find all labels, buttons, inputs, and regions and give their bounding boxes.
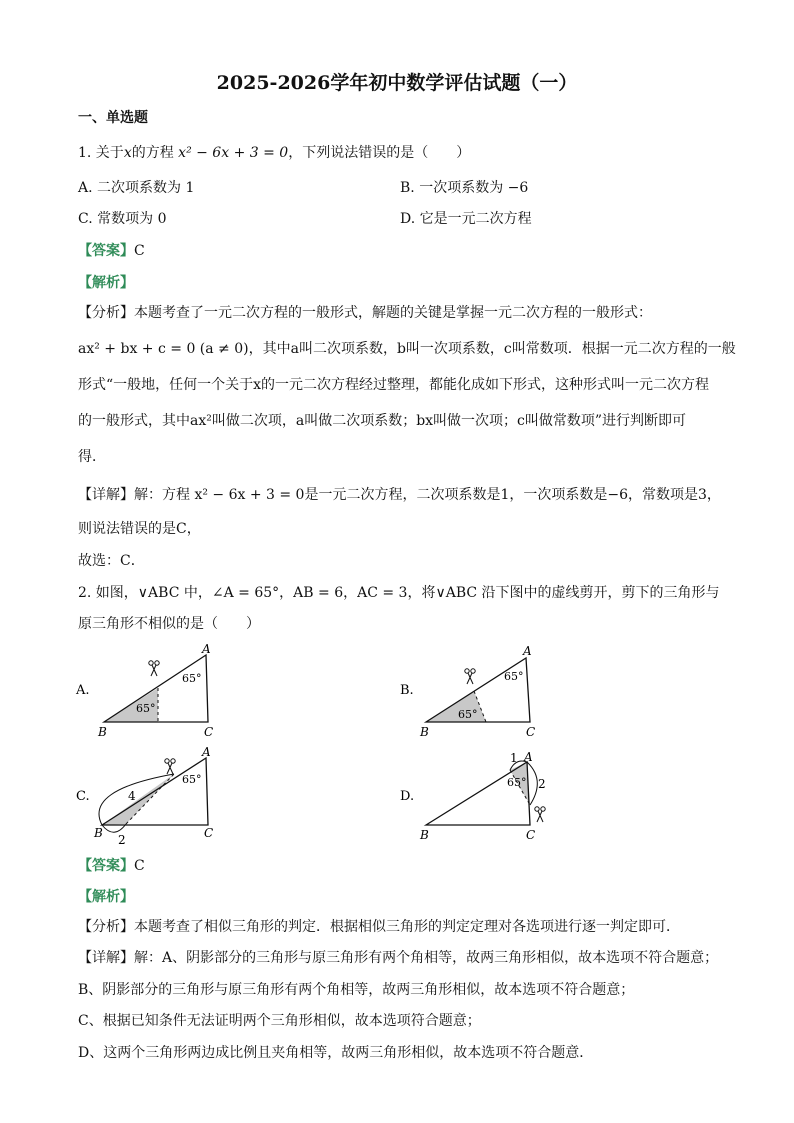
figure-c-angle-top: 65° (182, 773, 202, 786)
q1-stem-suffix: ，下列说法错误的是（ ） (288, 145, 471, 161)
figure-a-angle-cut: 65° (136, 702, 156, 715)
q1-fenxi-line2: ax² + bx + c = 0 (a ≠ 0)，其中a叫二次项系数，b叫一次项系数，c叫常数项．根据一元二次方程的一般 (78, 341, 736, 357)
q1-answer (78, 240, 145, 260)
figure-b-vertex-a: A (523, 644, 532, 658)
q1-fenxi-label: 【分析】 (78, 305, 134, 321)
q1-detail-label: 【详解】 (78, 487, 134, 503)
scissors-icon (165, 759, 175, 774)
q1-option-a: A. 二次项系数为 1 (78, 180, 195, 196)
q1-equation: x² − 6x + 3 = 0 (178, 145, 289, 161)
q1-fenxi-line3: 形式“一般地，任何一个关于x的一元二次方程经过整理，都能化成如下形式，这种形式叫一元二次方程 (78, 377, 710, 393)
figure-a-label: A. (76, 683, 90, 698)
figure-d-vertex-c: C (526, 828, 536, 842)
q2-answer-value: C (134, 858, 145, 874)
figure-c-vertex-c: C (204, 826, 214, 840)
q1-detail-line2: 则说法错误的是C， (78, 521, 201, 537)
scissors-icon (535, 807, 545, 822)
q2-figures (70, 640, 730, 850)
q2-stem-line2: 原三角形不相似的是（ ） (78, 616, 260, 632)
q1-stem-var: x (123, 145, 132, 161)
q2-detail-text1: 解：A、阴影部分的三角形与原三角形有两个角相等，故两三角形相似，故本选项不符合题意； (134, 950, 719, 966)
q1-option-b: B. 一次项系数为 −6 (400, 180, 529, 196)
section-heading: 一、单选题 (78, 110, 148, 126)
figure-d-length-2: 2 (538, 777, 546, 791)
q2-fenxi (78, 917, 680, 937)
q2-detail-label: 【详解】 (78, 950, 134, 966)
figure-c-triangle (102, 758, 208, 825)
figure-a-vertex-c: C (204, 725, 214, 739)
q1-stem-prefix: 1. 关于 (78, 145, 124, 161)
q2-detail-line4: D、这两个三角形两边成比例且夹角相等，故两三角形相似，故本选项不符合题意． (78, 1045, 594, 1061)
q1-option-d: D. 它是一元二次方程 (400, 211, 532, 227)
figure-d (400, 750, 546, 842)
figure-c-arc-4 (99, 774, 174, 825)
figure-d-vertex-b: B (420, 828, 429, 842)
figure-d-angle-top: 65° (507, 776, 527, 789)
figure-d-length-1: 1 (510, 751, 518, 765)
figure-c-vertex-a: A (202, 745, 211, 759)
q1-answer-value: C (134, 243, 145, 259)
figure-d-vertex-a: A (524, 750, 533, 764)
q1-fenxi-line1 (78, 303, 652, 323)
figure-d-label: D. (400, 789, 415, 804)
figure-c-vertex-b: B (94, 826, 103, 840)
q1-answer-label: 【答案】 (78, 243, 134, 259)
q1-option-c: C. 常数项为 0 (78, 211, 167, 227)
q2-answer (78, 855, 145, 875)
figure-c-length-2: 2 (118, 833, 126, 847)
figure-a-angle-top: 65° (182, 672, 202, 685)
figure-a-vertex-b: B (98, 725, 107, 739)
q2-detail-line1 (78, 948, 718, 968)
page-title: 2025-2026学年初中数学评估试题（一） (216, 72, 578, 94)
q1-fenxi-text1: 本题考查了一元二次方程的一般形式，解题的关键是掌握一元二次方程的一般形式： (134, 305, 652, 321)
q2-analysis-label: 【解析】 (78, 889, 134, 905)
q2-answer-label: 【答案】 (78, 858, 134, 874)
q1-stem-mid: 的方程 (131, 145, 174, 161)
q1-stem (78, 143, 470, 163)
q2-detail-line3: C、根据已知条件无法证明两个三角形相似，故本选项符合题意； (78, 1013, 481, 1029)
figure-c (76, 745, 213, 847)
figure-c-label: C. (76, 789, 90, 804)
figure-b-vertex-c: C (526, 725, 536, 739)
q1-detail-line1 (78, 485, 721, 505)
q2-fenxi-label: 【分析】 (78, 919, 134, 935)
q2-stem-line1: 2. 如图，∨ABC 中，∠A = 65°，AB = 6，AC = 3，将∨ABC 沿下图中的虚线剪开，剪下的三角形与 (78, 585, 720, 601)
figure-b-vertex-b: B (420, 725, 429, 739)
figure-b-angle-cut: 65° (458, 708, 478, 721)
q1-analysis-label: 【解析】 (78, 275, 134, 291)
q2-detail-line2: B、阴影部分的三角形与原三角形有两个角相等，故两三角形相似，故本选项不符合题意； (78, 982, 635, 998)
figure-b (400, 644, 535, 739)
figure-a-vertex-a: A (202, 642, 211, 656)
figure-a (75, 642, 213, 739)
figure-c-length-4: 4 (128, 789, 136, 803)
scissors-icon (465, 669, 475, 684)
q1-fenxi-line4: 的一般形式，其中ax²叫做二次项，a叫做二次项系数；bx叫做一次项；c叫做常数项”进行判断即可 (78, 413, 687, 429)
q2-fenxi-text: 本题考查了相似三角形的判定．根据相似三角形的判定定理对各选项进行逐一判定即可． (134, 919, 680, 935)
q1-fenxi-line5: 得． (78, 449, 106, 465)
q1-detail-text1: 解：方程 x² − 6x + 3 = 0是一元二次方程，二次项系数是1，一次项系数是−6，常数项是3， (134, 487, 721, 503)
figure-b-label: B. (400, 683, 414, 698)
q1-detail-line3: 故选：C． (78, 553, 145, 569)
scissors-icon (149, 661, 159, 676)
figure-b-angle-top: 65° (504, 670, 524, 683)
